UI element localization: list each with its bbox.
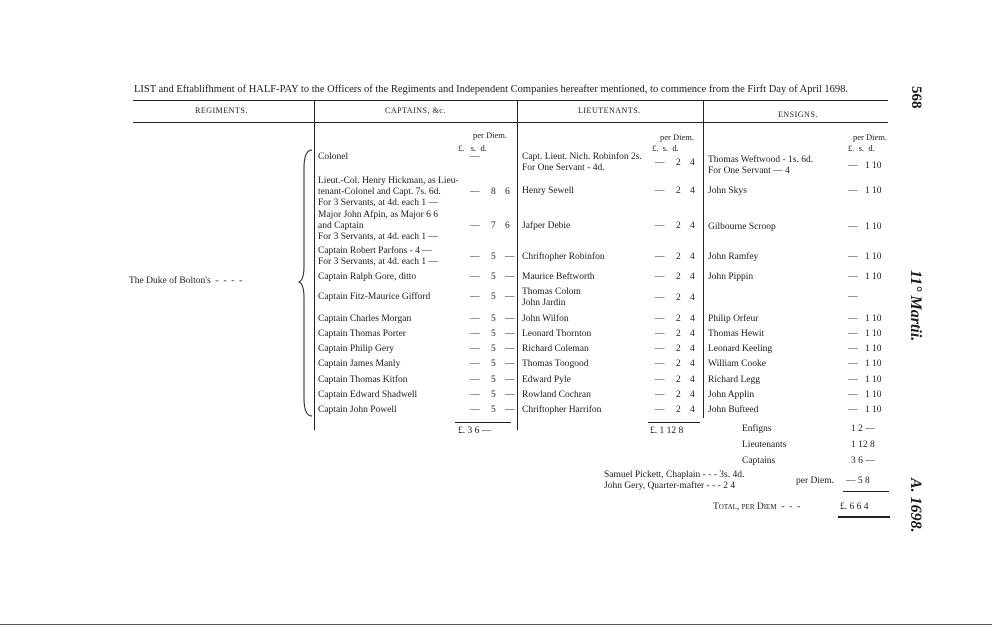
ensign-amount-pence: 10 xyxy=(872,252,882,262)
lieutenant-amount-shillings: 2 xyxy=(676,375,681,385)
ensign-amount-shillings: 1 xyxy=(865,222,870,232)
side-date: 11° Martii. xyxy=(907,270,924,342)
captain-entry-line: For 3 Servants, at 4d. each 1 — xyxy=(318,232,439,242)
ensign-entry-line: John Applin xyxy=(708,390,755,400)
lieutenant-amount-pence: 4 xyxy=(690,344,695,354)
captain-entry-line: Captain Ralph Gore, ditto xyxy=(318,272,417,282)
quartermaster-line: John Gery, Quarter-mafter - - - 2 4 xyxy=(604,481,736,491)
captain-entry-line: For 3 Servants, at 4d. each 1 — xyxy=(318,198,439,208)
summary-label: Captains xyxy=(742,456,776,466)
ensign-amount-pence: 10 xyxy=(872,160,882,171)
lieutenant-entry-line: Thomas Toogood xyxy=(522,359,589,369)
lieutenant-amount-pence: 4 xyxy=(690,221,695,231)
lieutenant-amount-shillings: 2 xyxy=(676,405,681,415)
captain-entry-line: Captain Edward Shadwell xyxy=(318,390,418,400)
ensign-entry-line: Richard Legg xyxy=(708,375,760,385)
captains-total-rule xyxy=(455,422,511,423)
captain-entry-line: Captain Fitz-Maurice Gifford xyxy=(318,292,431,302)
lieutenant-amount-shillings: 2 xyxy=(676,344,681,354)
ensign-amount-pence: 10 xyxy=(872,272,882,282)
leader-dash: — xyxy=(470,359,480,369)
leader-dash: — xyxy=(655,292,665,303)
captain-amount-pence: 6 xyxy=(505,187,510,197)
ensign-entry-line: Gilbourne Scroop xyxy=(708,222,776,232)
captain-amount-pence: — xyxy=(505,272,515,282)
leader-dash: — xyxy=(848,160,858,171)
leader-dash: — xyxy=(655,186,665,196)
ensign-entry-line: Thomas Weftwood - 1s. 6d. xyxy=(708,155,814,165)
lieutenant-amount-pence: 4 xyxy=(690,390,695,400)
captain-amount-pence: — xyxy=(505,292,515,302)
ensign-entry-line: Leonard Keeling xyxy=(708,344,773,354)
lieutenant-amount-pence: 4 xyxy=(690,314,695,324)
leader-dash: — xyxy=(655,314,665,324)
leader-dash: — xyxy=(655,359,665,369)
ensign-amount-pence: 10 xyxy=(872,314,882,324)
lieutenant-entry-line: Chriftopher Harrifon xyxy=(522,405,602,415)
lieutenant-amount-pence: 4 xyxy=(690,359,695,369)
ensign-amount-pence: 10 xyxy=(872,405,882,415)
captain-amount-pence: — xyxy=(505,344,515,354)
captain-entry-line: Captain Philip Gery xyxy=(318,344,394,354)
lieutenant-amount-pence: 4 xyxy=(690,252,695,262)
captain-amount-shillings: 5 xyxy=(491,329,496,339)
leader-dash: — xyxy=(470,314,480,324)
ensign-amount-pence: 10 xyxy=(872,359,882,369)
lieutenant-amount-pence: 4 xyxy=(690,272,695,282)
captain-amount-pence: — xyxy=(505,375,515,385)
ensign-entry-line: Philip Orfeur xyxy=(708,314,759,324)
captain-entry-line: Captain John Powell xyxy=(318,405,397,415)
staff-rule xyxy=(843,491,889,492)
ensign-amount-pence: 10 xyxy=(872,375,882,385)
lieutenant-amount-shillings: 2 xyxy=(676,157,681,168)
captain-amount-shillings: 5 xyxy=(491,272,496,282)
ensign-amount-pence: 10 xyxy=(872,390,882,400)
header-ensigns: ENSIGNS. xyxy=(778,110,818,119)
lieutenant-entry-line: Jafper Debie xyxy=(522,221,571,231)
captain-entry-line: Colonel xyxy=(318,152,349,162)
leader-dash: — xyxy=(848,292,858,302)
leader-dash: — xyxy=(655,221,665,231)
column-divider xyxy=(314,100,315,430)
ensign-amount-shillings: 1 xyxy=(865,359,870,369)
staff-total: — 5 8 xyxy=(846,476,870,486)
captain-entry-line: Captain James Manly xyxy=(318,359,401,369)
captain-entry-line: Captain Charles Morgan xyxy=(318,314,412,324)
ensign-entry-line: For One Servant — 4 xyxy=(708,166,790,176)
leader-dash: — xyxy=(848,222,858,232)
regiment-brace xyxy=(298,148,314,418)
ensign-entry-line: William Cooke xyxy=(708,359,766,369)
captain-amount-pence: — xyxy=(505,329,515,339)
header-captains: CAPTAINS, &c. xyxy=(385,106,446,115)
ensign-amount-shillings: 1 xyxy=(865,314,870,324)
leader-dash: — xyxy=(848,329,858,339)
lieutenant-entry-line: For One Servant - 4d. xyxy=(522,163,605,173)
captain-amount-shillings: 8 xyxy=(491,187,496,197)
summary-label: Enfigns xyxy=(742,424,772,434)
side-year: A. 1698. xyxy=(907,478,924,533)
total-label: Total, per Diem - - - xyxy=(713,502,801,512)
per-diem-label: per Diem. xyxy=(660,132,694,142)
captain-entry-line: Captain Thomas Porter xyxy=(318,329,406,339)
per-diem-label: per Diem. xyxy=(853,132,887,142)
captain-entry-line: Captain Robert Parfons - 4 — xyxy=(318,246,432,256)
lieutenant-amount-shillings: 2 xyxy=(676,272,681,282)
ensign-entry-line: John Bufteed xyxy=(708,405,759,415)
captain-entry-line: Captain Thomas Kitfon xyxy=(318,375,408,385)
captain-amount-shillings: 5 xyxy=(491,314,496,324)
leader-dash: — xyxy=(470,251,480,262)
leader-dash: — xyxy=(470,329,480,339)
captain-amount-pence: — xyxy=(505,405,515,415)
lsd-heading: £. s. d. xyxy=(458,143,487,153)
captain-amount-pence: 6 xyxy=(505,221,510,231)
chaplain-line: Samuel Pickett, Chaplain - - - 3s. 4d. xyxy=(604,470,745,480)
ensign-amount-pence: 10 xyxy=(872,222,882,232)
leader-dash: — xyxy=(470,152,480,162)
captain-entry-line: For 3 Servants, at 4d. each 1 — xyxy=(318,257,439,267)
lieutenant-entry-line: Rowland Cochran xyxy=(522,390,591,400)
leader-dash: — xyxy=(470,292,480,302)
page-bottom-rule xyxy=(0,624,992,625)
lieutenant-amount-pence: 4 xyxy=(690,292,695,303)
ensign-entry-line: John Pippin xyxy=(708,272,754,282)
lieutenant-entry-line: John Wilfon xyxy=(522,314,569,324)
lieutenant-amount-pence: 4 xyxy=(690,405,695,415)
leader-dash: — xyxy=(848,186,858,196)
captain-entry-line: tenant-Colonel and Capt. 7s. 6d. xyxy=(318,187,441,197)
top-rule xyxy=(133,100,888,101)
captain-amount-pence: — xyxy=(505,251,515,262)
lsd-heading: £. s. d. xyxy=(652,143,679,153)
ensign-amount-shillings: 1 xyxy=(865,405,870,415)
lieutenant-amount-shillings: 2 xyxy=(676,292,681,303)
lieutenant-entry-line: Richard Coleman xyxy=(522,344,589,354)
lieutenant-amount-shillings: 2 xyxy=(676,314,681,324)
regiment-name: The Duke of Bolton's - - - - xyxy=(129,276,243,286)
lieutenant-amount-pence: 4 xyxy=(690,375,695,385)
leader-dash: — xyxy=(848,252,858,262)
lieutenant-amount-shillings: 2 xyxy=(676,359,681,369)
lieutenant-amount-shillings: 2 xyxy=(676,186,681,196)
ensign-entry-line: John Skys xyxy=(708,186,747,196)
header-regiments: REGIMENTS. xyxy=(195,106,248,115)
captain-amount-shillings: 5 xyxy=(491,375,496,385)
lieutenants-total: £. 1 12 8 xyxy=(650,426,684,436)
leader-dash: — xyxy=(848,405,858,415)
leader-dash: — xyxy=(848,359,858,369)
page-title: LIST and Eftablifhment of HALF-PAY to the Officers of the Regiments and Independent Companies hereafter mentioned, to commence from the Firft Day of April 1698. xyxy=(134,84,849,95)
ensign-amount-shillings: 1 xyxy=(865,344,870,354)
lieutenant-amount-pence: 4 xyxy=(690,329,695,339)
summary-value: 1 12 8 xyxy=(851,440,875,450)
summary-value: 1 2 — xyxy=(851,424,875,434)
per-diem-label: per Diem. xyxy=(473,130,507,140)
leader-dash: — xyxy=(655,405,665,415)
leader-dash: — xyxy=(655,344,665,354)
lieutenant-amount-shillings: 2 xyxy=(676,329,681,339)
lieutenants-total-rule xyxy=(648,422,700,423)
ensign-amount-shillings: 1 xyxy=(865,272,870,282)
leader-dash: — xyxy=(848,390,858,400)
captain-amount-pence: — xyxy=(505,359,515,369)
ensign-amount-pence: 10 xyxy=(872,329,882,339)
captain-amount-shillings: 5 xyxy=(491,292,496,302)
lieutenant-amount-pence: 4 xyxy=(690,186,695,196)
lieutenant-entry-line: Thomas Colom xyxy=(522,287,581,297)
leader-dash: — xyxy=(655,375,665,385)
lieutenant-entry-line: Maurice Beftworth xyxy=(522,272,595,282)
leader-dash: — xyxy=(470,272,480,282)
captains-total: £. 3 6 — xyxy=(458,426,492,436)
lieutenant-amount-shillings: 2 xyxy=(676,390,681,400)
leader-dash: — xyxy=(470,375,480,385)
grand-total: £. 6 6 4 xyxy=(840,502,869,512)
ensign-amount-pence: 10 xyxy=(872,186,882,196)
captain-amount-shillings: 5 xyxy=(491,251,496,262)
lieutenant-amount-pence: 4 xyxy=(690,157,695,168)
lsd-heading: £. s. d. xyxy=(848,143,875,153)
lieutenant-entry-line: Chriftopher Robinfon xyxy=(522,252,605,262)
captain-amount-pence: — xyxy=(505,314,515,324)
ensign-amount-shillings: 1 xyxy=(865,390,870,400)
lieutenant-entry-line: Henry Sewell xyxy=(522,186,574,196)
ensign-amount-shillings: 1 xyxy=(865,186,870,196)
header-rule xyxy=(133,122,888,123)
ensign-entry-line: Thomas Hewit xyxy=(708,329,765,339)
leader-dash: — xyxy=(470,344,480,354)
leader-dash: — xyxy=(470,390,480,400)
header-lieutenants: LIEUTENANTS. xyxy=(578,106,641,115)
leader-dash: — xyxy=(848,344,858,354)
lieutenant-entry-line: Edward Pyle xyxy=(522,375,571,385)
leader-dash: — xyxy=(655,329,665,339)
leader-dash: — xyxy=(848,375,858,385)
leader-dash: — xyxy=(655,252,665,262)
captain-amount-shillings: 5 xyxy=(491,405,496,415)
lieutenant-amount-shillings: 2 xyxy=(676,221,681,231)
leader-dash: — xyxy=(655,157,665,168)
leader-dash: — xyxy=(470,187,480,197)
ensign-amount-shillings: 1 xyxy=(865,160,870,171)
leader-dash: — xyxy=(470,405,480,415)
ensign-entry-line: John Ramfey xyxy=(708,252,759,262)
summary-value: 3 6 — xyxy=(851,456,875,466)
ensign-amount-shillings: 1 xyxy=(865,329,870,339)
leader-dash: — xyxy=(655,390,665,400)
captain-entry-line: Major John Afpin, as Major 6 6 xyxy=(318,210,439,220)
captain-entry-line: and Captain xyxy=(318,221,364,231)
captain-amount-shillings: 5 xyxy=(491,390,496,400)
lieutenant-amount-shillings: 2 xyxy=(676,252,681,262)
staff-per-diem: per Diem. xyxy=(796,476,834,486)
lieutenant-entry-line: John Jardin xyxy=(522,298,566,308)
leader-dash: — xyxy=(470,221,480,231)
captain-entry-line: Lieut.-Col. Henry Hickman, as Lieu- xyxy=(318,176,459,186)
captain-amount-shillings: 5 xyxy=(491,359,496,369)
captain-amount-shillings: 5 xyxy=(491,344,496,354)
lieutenant-entry-line: Capt. Lieut. Nich. Robinfon 2s. xyxy=(522,152,642,162)
ensign-amount-shillings: 1 xyxy=(865,252,870,262)
leader-dash: — xyxy=(848,272,858,282)
total-double-rule xyxy=(838,516,890,518)
page-number: 568 xyxy=(908,86,924,109)
captain-amount-pence: — xyxy=(505,390,515,400)
leader-dash: — xyxy=(848,314,858,324)
captain-amount-shillings: 7 xyxy=(491,221,496,231)
column-divider xyxy=(517,100,518,430)
ensign-amount-pence: 10 xyxy=(872,344,882,354)
leader-dash: — xyxy=(655,272,665,282)
lieutenant-entry-line: Leonard Thornton xyxy=(522,329,592,339)
summary-label: Lieutenants xyxy=(742,440,787,450)
column-divider xyxy=(703,100,704,418)
ensign-amount-shillings: 1 xyxy=(865,375,870,385)
